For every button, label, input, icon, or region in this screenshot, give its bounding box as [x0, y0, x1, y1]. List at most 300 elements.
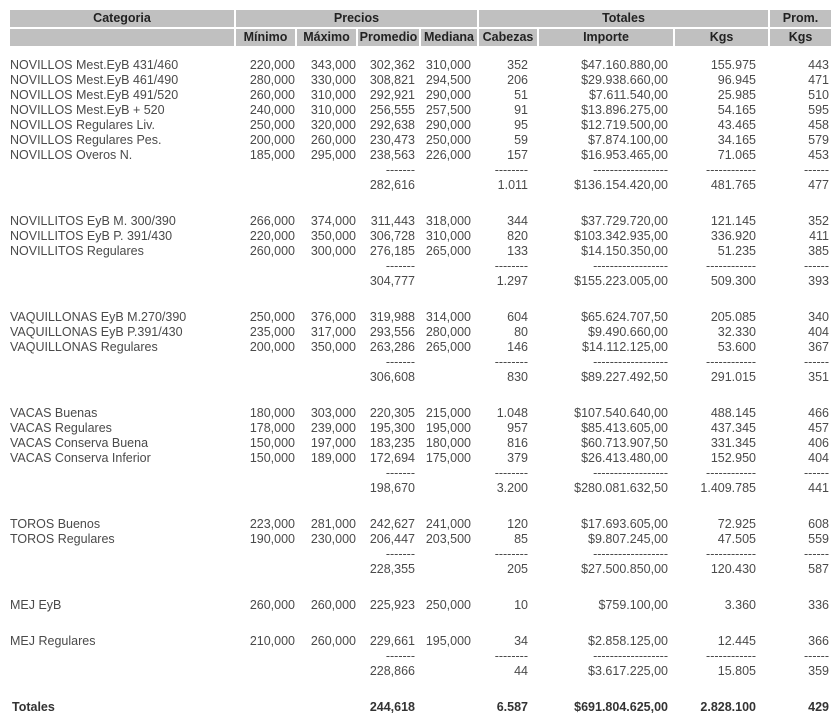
- cell-promedio: 183,235: [369, 436, 415, 450]
- cell-minimo: 150,000: [249, 451, 295, 465]
- section-novillitos: [10, 214, 831, 289]
- cell-maximo: 239,000: [310, 421, 356, 435]
- cell-minimo: [236, 481, 295, 496]
- cell-prom-kgs: 352: [808, 214, 829, 228]
- cell-maximo: 317,000: [310, 325, 356, 339]
- cell-categoria: [10, 664, 234, 679]
- cell-categoria: NOVILLOS Mest.EyB 461/490: [10, 73, 179, 87]
- cell-maximo: 330,000: [310, 73, 356, 87]
- cell-minimo: [236, 664, 295, 679]
- cell-categoria: TOROS Regulares: [10, 532, 115, 546]
- cell-categoria: [10, 178, 234, 193]
- cell-minimo: 190,000: [249, 532, 295, 546]
- section-mej-eyb: [10, 598, 831, 613]
- cell-cabezas: 6.587: [496, 700, 528, 714]
- cell-minimo: 235,000: [249, 325, 295, 339]
- separator-dashes-row: [10, 649, 831, 664]
- section-novillos: [10, 58, 831, 193]
- cell-minimo: 260,000: [249, 598, 295, 612]
- cell-maximo: [297, 700, 356, 715]
- cell-kgs: 121.145: [710, 214, 756, 228]
- cell-cabezas: 816: [507, 436, 528, 450]
- cell-prom-kgs: 406: [808, 436, 829, 450]
- cell-cabezas: 379: [507, 451, 528, 465]
- category-row: [10, 310, 831, 325]
- cell-mediana: 226,000: [425, 148, 471, 162]
- cell-importe: $280.081.632,50: [574, 481, 668, 495]
- cell-categoria: [10, 355, 234, 370]
- cell-kgs: 51.235: [717, 244, 756, 258]
- cell-minimo: [236, 649, 295, 664]
- cell-promedio: 293,556: [369, 325, 415, 339]
- cell-cabezas: 352: [507, 58, 528, 72]
- report-body: [10, 58, 831, 715]
- cell-maximo: 310,000: [310, 88, 356, 102]
- cell-categoria: VACAS Conserva Buena: [10, 436, 149, 450]
- category-row: [10, 244, 831, 259]
- cell-minimo: 223,000: [249, 517, 295, 531]
- cell-cabezas: 51: [514, 88, 528, 102]
- cell-importe: $13.896.275,00: [581, 103, 668, 117]
- section-mej-regulares: [10, 634, 831, 679]
- cell-cabezas: 157: [507, 148, 528, 162]
- header-prom: Prom.: [770, 10, 831, 27]
- cell-mediana: 195,000: [425, 634, 471, 648]
- cell-prom-kgs: ------: [804, 355, 829, 369]
- cell-prom-kgs: 477: [808, 178, 829, 192]
- cell-cabezas: 44: [514, 664, 528, 678]
- category-row: [10, 214, 831, 229]
- cell-prom-kgs: 466: [808, 406, 829, 420]
- cell-categoria: NOVILLITOS Regulares: [10, 244, 144, 258]
- header-precios: Precios: [236, 10, 477, 27]
- header-mediana: Mediana: [421, 29, 477, 46]
- cell-promedio: -------: [385, 355, 415, 369]
- cell-prom-kgs: 510: [808, 88, 829, 102]
- cell-kgs: 47.505: [717, 532, 756, 546]
- subtotal-row: [10, 370, 831, 385]
- cell-promedio: -------: [385, 547, 415, 561]
- cell-mediana: 250,000: [425, 133, 471, 147]
- cell-kgs: 32.330: [717, 325, 756, 339]
- cell-promedio: 229,661: [369, 634, 415, 648]
- cell-mediana: 265,000: [425, 244, 471, 258]
- cell-maximo: 320,000: [310, 118, 356, 132]
- cell-minimo: 185,000: [249, 148, 295, 162]
- cell-promedio: 319,988: [369, 310, 415, 324]
- category-row: [10, 133, 831, 148]
- cell-promedio: 206,447: [369, 532, 415, 546]
- cell-minimo: [236, 562, 295, 577]
- cell-mediana: 265,000: [425, 340, 471, 354]
- cell-minimo: [236, 274, 295, 289]
- cell-kgs: 291.015: [710, 370, 756, 384]
- cell-categoria: NOVILLOS Regulares Pes.: [10, 133, 162, 147]
- cell-mediana: [421, 178, 477, 193]
- cell-kgs: ------------: [706, 259, 756, 273]
- cell-importe: $14.112.125,00: [582, 340, 668, 354]
- cell-kgs: ------------: [706, 547, 756, 561]
- cell-minimo: 260,000: [249, 244, 295, 258]
- cell-prom-kgs: 429: [808, 700, 829, 714]
- cell-cabezas: 604: [507, 310, 528, 324]
- cell-prom-kgs: 559: [808, 532, 829, 546]
- cell-kgs: ------------: [706, 649, 756, 663]
- cell-promedio: 306,728: [369, 229, 415, 243]
- cell-maximo: [297, 547, 356, 562]
- cell-categoria: [10, 481, 234, 496]
- cell-categoria: NOVILLOS Mest.EyB 431/460: [10, 58, 179, 72]
- cell-maximo: 230,000: [310, 532, 356, 546]
- cell-promedio: 311,443: [370, 214, 415, 228]
- cell-categoria: MEJ EyB: [10, 598, 62, 612]
- cell-kgs: 205.085: [710, 310, 756, 324]
- cell-mediana: 175,000: [425, 451, 471, 465]
- cell-minimo: 220,000: [249, 229, 295, 243]
- cell-mediana: 257,500: [425, 103, 471, 117]
- cell-promedio: -------: [385, 466, 415, 480]
- cell-categoria: VAQUILLONAS EyB P.391/430: [10, 325, 183, 339]
- cell-mediana: 241,000: [425, 517, 471, 531]
- cell-minimo: 178,000: [249, 421, 295, 435]
- cell-minimo: 266,000: [249, 214, 295, 228]
- cell-maximo: [297, 274, 356, 289]
- cell-importe: $7.874.100,00: [588, 133, 668, 147]
- cell-prom-kgs: 595: [808, 103, 829, 117]
- price-report-table: [10, 10, 831, 715]
- cell-minimo: 280,000: [249, 73, 295, 87]
- cell-cabezas: --------: [494, 259, 528, 273]
- cell-importe: ------------------: [593, 259, 668, 273]
- separator-dashes-row: [10, 547, 831, 562]
- category-row: [10, 58, 831, 73]
- cell-importe: $7.611.540,00: [588, 88, 668, 102]
- cell-categoria: NOVILLOS Mest.EyB + 520: [10, 103, 165, 117]
- cell-kgs: 71.065: [717, 148, 756, 162]
- cell-maximo: 343,000: [310, 58, 356, 72]
- cell-importe: $60.713.907,50: [581, 436, 668, 450]
- cell-mediana: [421, 481, 477, 496]
- cell-kgs: 25.985: [717, 88, 756, 102]
- cell-cabezas: 85: [514, 532, 528, 546]
- subtotal-row: [10, 562, 831, 577]
- cell-prom-kgs: 471: [808, 73, 829, 87]
- cell-promedio: 242,627: [369, 517, 415, 531]
- cell-mediana: 294,500: [425, 73, 471, 87]
- cell-minimo: 250,000: [249, 118, 295, 132]
- cell-importe: $47.160.880,00: [581, 58, 668, 72]
- cell-cabezas: 34: [514, 634, 528, 648]
- cell-promedio: 220,305: [369, 406, 415, 420]
- cell-importe: $2.858.125,00: [588, 634, 668, 648]
- category-row: [10, 634, 831, 649]
- cell-categoria: NOVILLITOS EyB P. 391/430: [10, 229, 173, 243]
- cell-categoria: NOVILLOS Mest.EyB 491/520: [10, 88, 179, 102]
- cell-cabezas: 830: [507, 370, 528, 384]
- section-vacas: [10, 406, 831, 496]
- cell-prom-kgs: 579: [808, 133, 829, 147]
- cell-importe: ------------------: [593, 547, 668, 561]
- cell-prom-kgs: ------: [804, 466, 829, 480]
- cell-mediana: [421, 664, 477, 679]
- cell-importe: $155.223.005,00: [574, 274, 668, 288]
- cell-prom-kgs: ------: [804, 649, 829, 663]
- separator-dashes-row: [10, 355, 831, 370]
- cell-kgs: 509.300: [710, 274, 756, 288]
- cell-prom-kgs: 359: [808, 664, 829, 678]
- cell-importe: ------------------: [593, 649, 668, 663]
- cell-promedio: 306,608: [369, 370, 415, 384]
- cell-kgs: 437.345: [710, 421, 756, 435]
- cell-maximo: 300,000: [310, 244, 356, 258]
- cell-cabezas: 80: [514, 325, 528, 339]
- cell-importe: ------------------: [593, 466, 668, 480]
- cell-categoria: VAQUILLONAS EyB M.270/390: [10, 310, 187, 324]
- cell-cabezas: 3.200: [496, 481, 528, 495]
- cell-categoria: Totales: [12, 700, 55, 714]
- cell-promedio: 308,821: [369, 73, 415, 87]
- cell-importe: $136.154.420,00: [574, 178, 668, 192]
- section-toros: [10, 517, 831, 577]
- cell-kgs: 3.360: [724, 598, 756, 612]
- cell-cabezas: 120: [507, 517, 528, 531]
- cell-importe: $29.938.660,00: [581, 73, 668, 87]
- cell-maximo: 376,000: [310, 310, 356, 324]
- cell-prom-kgs: 404: [808, 451, 829, 465]
- cell-importe: $691.804.625,00: [574, 700, 668, 714]
- header-cabezas: Cabezas: [479, 29, 537, 46]
- category-row: [10, 325, 831, 340]
- cell-importe: $16.953.465,00: [581, 148, 668, 162]
- header-prom-kgs: Kgs: [770, 29, 831, 46]
- cell-categoria: VAQUILLONAS Regulares: [10, 340, 158, 354]
- cell-cabezas: 205: [507, 562, 528, 576]
- cell-prom-kgs: 458: [808, 118, 829, 132]
- cell-categoria: [10, 259, 234, 274]
- cell-mediana: 318,000: [425, 214, 471, 228]
- cell-minimo: [236, 700, 295, 715]
- cell-mediana: [421, 649, 477, 664]
- cell-minimo: 200,000: [249, 133, 295, 147]
- subtotal-row: [10, 481, 831, 496]
- cell-promedio: 225,923: [369, 598, 415, 612]
- cell-promedio: -------: [385, 649, 415, 663]
- category-row: [10, 340, 831, 355]
- cell-maximo: [297, 664, 356, 679]
- cell-categoria: VACAS Regulares: [10, 421, 112, 435]
- cell-importe: ------------------: [593, 163, 668, 177]
- cell-mediana: [421, 562, 477, 577]
- cell-promedio: -------: [385, 259, 415, 273]
- category-row: [10, 406, 831, 421]
- separator-dashes-row: [10, 163, 831, 178]
- cell-kgs: 336.920: [710, 229, 756, 243]
- cell-maximo: [297, 370, 356, 385]
- cell-prom-kgs: 587: [808, 562, 829, 576]
- cell-kgs: ------------: [706, 163, 756, 177]
- cell-minimo: [236, 178, 295, 193]
- cell-prom-kgs: 367: [808, 340, 829, 354]
- cell-mediana: [421, 466, 477, 481]
- cell-categoria: TOROS Buenos: [10, 517, 101, 531]
- category-row: [10, 517, 831, 532]
- cell-minimo: [236, 259, 295, 274]
- cell-categoria: VACAS Buenas: [10, 406, 98, 420]
- category-row: [10, 421, 831, 436]
- cell-minimo: [236, 355, 295, 370]
- cell-minimo: 210,000: [249, 634, 295, 648]
- cell-categoria: NOVILLOS Overos N.: [10, 148, 133, 162]
- cell-kgs: ------------: [706, 466, 756, 480]
- cell-kgs: 488.145: [710, 406, 756, 420]
- cell-promedio: 228,355: [369, 562, 415, 576]
- cell-mediana: 290,000: [425, 118, 471, 132]
- cell-cabezas: 820: [507, 229, 528, 243]
- cell-categoria: NOVILLITOS EyB M. 300/390: [10, 214, 176, 228]
- cell-importe: $107.540.640,00: [574, 406, 668, 420]
- cell-mediana: 280,000: [425, 325, 471, 339]
- cell-categoria: [10, 370, 234, 385]
- cell-kgs: 120.430: [710, 562, 756, 576]
- cell-cabezas: --------: [494, 547, 528, 561]
- cell-minimo: 150,000: [249, 436, 295, 450]
- separator-dashes-row: [10, 259, 831, 274]
- cell-kgs: 72.925: [717, 517, 756, 531]
- cell-prom-kgs: ------: [804, 163, 829, 177]
- category-row: [10, 532, 831, 547]
- cell-promedio: 172,694: [369, 451, 415, 465]
- cell-importe: $12.719.500,00: [581, 118, 668, 132]
- cell-importe: $3.617.225,00: [588, 664, 668, 678]
- category-row: [10, 148, 831, 163]
- cell-mediana: [421, 370, 477, 385]
- cell-cabezas: 206: [507, 73, 528, 87]
- cell-kgs: 12.445: [717, 634, 756, 648]
- cell-prom-kgs: 393: [808, 274, 829, 288]
- cell-importe: $14.150.350,00: [581, 244, 668, 258]
- cell-maximo: 260,000: [310, 133, 356, 147]
- cell-promedio: 304,777: [369, 274, 415, 288]
- cell-kgs: 43.465: [717, 118, 756, 132]
- cell-kgs: 481.765: [710, 178, 756, 192]
- totals-row: [10, 700, 831, 715]
- separator-dashes-row: [10, 466, 831, 481]
- cell-mediana: [421, 259, 477, 274]
- cell-mediana: 250,000: [425, 598, 471, 612]
- cell-importe: $9.490.660,00: [588, 325, 668, 339]
- cell-maximo: 310,000: [310, 103, 356, 117]
- cell-minimo: [236, 370, 295, 385]
- cell-categoria: [10, 547, 234, 562]
- cell-mediana: [421, 274, 477, 289]
- cell-maximo: [297, 649, 356, 664]
- cell-kgs: 53.600: [717, 340, 756, 354]
- cell-mediana: [421, 547, 477, 562]
- cell-prom-kgs: 404: [808, 325, 829, 339]
- cell-importe: ------------------: [593, 355, 668, 369]
- cell-kgs: 1.409.785: [700, 481, 756, 495]
- cell-categoria: NOVILLOS Regulares Liv.: [10, 118, 155, 132]
- cell-mediana: [421, 700, 477, 715]
- cell-promedio: 302,362: [369, 58, 415, 72]
- header-categoria: Categoria: [10, 10, 234, 27]
- cell-promedio: 230,473: [369, 133, 415, 147]
- cell-maximo: [297, 355, 356, 370]
- cell-mediana: [421, 355, 477, 370]
- cell-cabezas: 1.297: [496, 274, 528, 288]
- header-promedio: Promedio: [359, 30, 418, 44]
- cell-cabezas: --------: [494, 466, 528, 480]
- cell-cabezas: --------: [494, 163, 528, 177]
- cell-maximo: 260,000: [310, 598, 356, 612]
- cell-minimo: [236, 547, 295, 562]
- category-row: [10, 88, 831, 103]
- cell-categoria: [10, 163, 234, 178]
- cell-kgs: 96.945: [717, 73, 756, 87]
- cell-prom-kgs: 457: [808, 421, 829, 435]
- cell-promedio: -------: [385, 163, 415, 177]
- cell-prom-kgs: 608: [808, 517, 829, 531]
- cell-kgs: 331.345: [710, 436, 756, 450]
- cell-cabezas: 133: [507, 244, 528, 258]
- cell-prom-kgs: 441: [808, 481, 829, 495]
- cell-minimo: 220,000: [249, 58, 295, 72]
- header-totales: Totales: [479, 10, 768, 27]
- cell-importe: $27.500.850,00: [581, 562, 668, 576]
- cell-mediana: 215,000: [425, 406, 471, 420]
- cell-cabezas: --------: [494, 355, 528, 369]
- cell-mediana: 180,000: [425, 436, 471, 450]
- cell-mediana: 310,000: [425, 229, 471, 243]
- cell-maximo: 350,000: [310, 340, 356, 354]
- cell-minimo: 180,000: [249, 406, 295, 420]
- cell-maximo: 374,000: [310, 214, 356, 228]
- cell-prom-kgs: 366: [808, 634, 829, 648]
- cell-kgs: 34.165: [717, 133, 756, 147]
- cell-maximo: 295,000: [310, 148, 356, 162]
- cell-cabezas: 344: [507, 214, 528, 228]
- cell-maximo: [297, 178, 356, 193]
- cell-kgs: 2.828.100: [700, 700, 756, 714]
- cell-minimo: [236, 466, 295, 481]
- category-row: [10, 436, 831, 451]
- cell-maximo: 197,000: [310, 436, 356, 450]
- cell-maximo: 303,000: [310, 406, 356, 420]
- cell-categoria: [10, 649, 234, 664]
- cell-mediana: 203,500: [425, 532, 471, 546]
- cell-cabezas: 91: [514, 103, 528, 117]
- cell-maximo: 189,000: [310, 451, 356, 465]
- category-row: [10, 451, 831, 466]
- cell-prom-kgs: ------: [804, 259, 829, 273]
- cell-promedio: 198,670: [369, 481, 415, 495]
- cell-importe: $759.100,00: [598, 598, 668, 612]
- cell-importe: $65.624.707,50: [581, 310, 668, 324]
- cell-maximo: [297, 562, 356, 577]
- cell-promedio: 228,866: [369, 664, 415, 678]
- cell-prom-kgs: ------: [804, 547, 829, 561]
- header-kgs: Kgs: [675, 29, 768, 46]
- subtotal-row: [10, 178, 831, 193]
- header-group-row: [10, 10, 831, 27]
- cell-maximo: [297, 163, 356, 178]
- cell-cabezas: 59: [514, 133, 528, 147]
- cell-mediana: 195,000: [425, 421, 471, 435]
- cell-kgs: 152.950: [710, 451, 756, 465]
- cell-cabezas: 957: [507, 421, 528, 435]
- cell-prom-kgs: 443: [808, 58, 829, 72]
- cell-minimo: 200,000: [249, 340, 295, 354]
